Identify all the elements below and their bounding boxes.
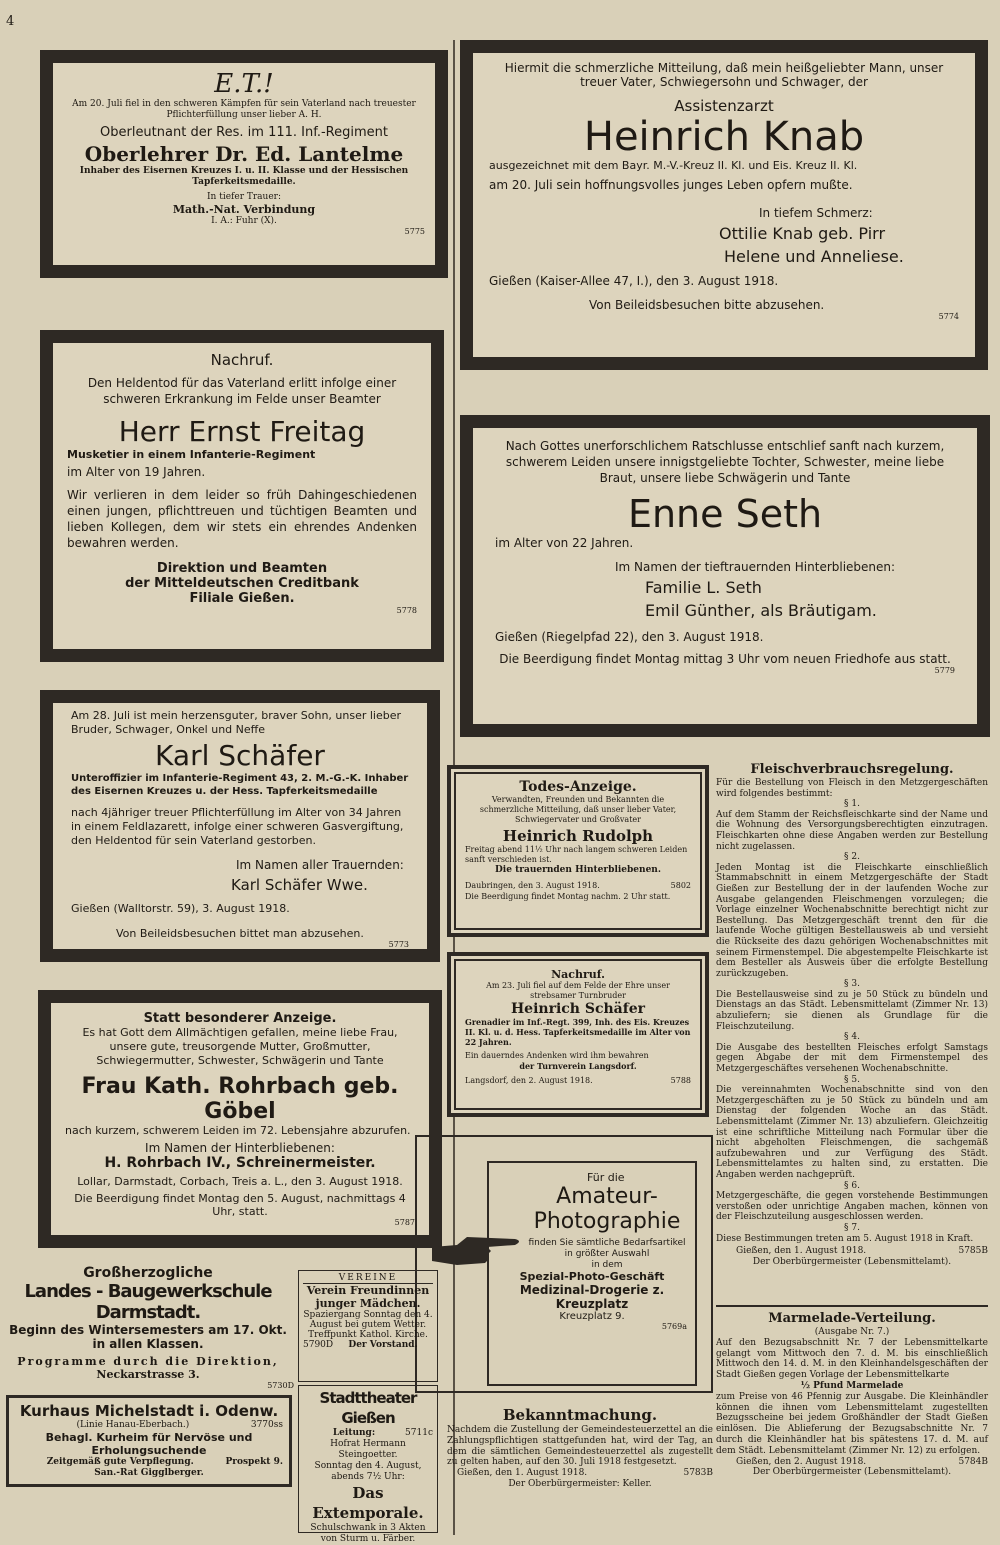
notice-para: Jeden Montag ist die Fleischkarte einschließlich Stammabschnitt in einem Metzgergeschäfte der Stadt Gießen zur Bestellung der in der laufenden Woche zur Ausgabe gelangenden Fleischmengen vorzulegen; die Vorlage einzelner Wochenabschnitte berechtigt nicht zur Bestellung. Das Metzgergeschäft trennt den für die laufende Woche gültigen Bestellausweis ab und versieht die Rückseite des dazu gehörigen Wochenabschnittes mit seinem Firmenstempel. Die abgestempelte Fleischkarte ist dem Besteller als Ausweis über die erfolgte Bestellung zurückzugeben.: [716, 862, 988, 979]
notice-place-row: [716, 1246, 988, 1257]
obituary-name: Heinrich Knab: [583, 114, 865, 160]
ad-line6: Spezial-Photo-Geschäft: [519, 1270, 665, 1283]
notice-para-num: § 3.: [844, 979, 860, 990]
ad-lead: Leitung:: [332, 1428, 376, 1438]
obituary-age: im Alter von 22 Jahren.: [495, 536, 634, 550]
obituary-rudolph: [447, 765, 709, 937]
ad-line4: Programme durch die Direktion,: [17, 1355, 279, 1368]
obituary-body: Ein dauerndes Andenken wird ihm bewahren: [465, 1051, 649, 1060]
obituary-name: Heinrich Schäfer: [510, 1001, 646, 1017]
obituary-signer2: I. A.: Fuhr (X).: [211, 216, 277, 226]
ad-line7: Medizinal-Drogerie z. Kreuzplatz: [519, 1283, 665, 1311]
notice-marmelade: [716, 1305, 988, 1537]
obituary-intro: Am 28. Juli ist mein herzensguter, braver Sohn, unser lieber Bruder, Schwager, Onkel und Neffe: [71, 709, 402, 736]
obituary-mourning: Die trauernden Hinterbliebenen.: [495, 865, 661, 875]
obituary-intro: Am 23. Juli fiel auf dem Felde der Ehre unser strebsamer Turnbruder: [486, 981, 670, 1000]
obituary-intro: Hiermit die schmerzliche Mitteilung, daß mein heißgeliebter Mann, unser treuer Vater, Schwiegersohn und Schwager, der: [504, 61, 944, 89]
ad-body: Behagl. Kurheim für Nervöse und Erholungsuchende: [45, 1431, 253, 1457]
obituary-signer2: Emil Günther, als Bräutigam.: [645, 601, 877, 620]
obituary-mourning: Im Namen der Hinterbliebenen:: [145, 1141, 335, 1155]
obituary-mourning: Im Namen aller Trauernden:: [236, 858, 404, 872]
ad-body2-row: [15, 1457, 283, 1468]
notice-heading: Fleischverbrauchsregelung.: [750, 762, 954, 777]
obituary-place-row: [465, 880, 691, 891]
ad-line8: Kreuzplatz 9.: [559, 1311, 625, 1322]
ad-lead-row: [303, 1428, 433, 1439]
obituary-funeral: Die Beerdigung findet Montag nachm. 2 Uhr statt.: [465, 892, 671, 901]
notice-body: Nachdem die Zustellung der Gemeindesteuerzettel an die Zahlungspflichtigen stattgefunden hat, wird der Tag, an dem die sämtlichen Gemeindesteuerzettel als zugestellt zu gelten haben, auf den 30. Juli 1918 festgesetzt.: [447, 1425, 713, 1468]
ad-line2: Landes - Baugewerkschule Darmstadt.: [24, 1281, 272, 1323]
ad-kurhaus: [6, 1395, 292, 1487]
ad-code: 5783B: [683, 1468, 713, 1479]
notice-para-num: § 2.: [844, 852, 860, 863]
notice-bekanntmachung: [447, 1405, 713, 1535]
obituary-signer: Karl Schäfer Wwe.: [231, 876, 368, 894]
obituary-name: Oberlehrer Dr. Ed. Lantelme: [84, 142, 404, 166]
notice-para: Die Bestellausweise sind zu je 50 Stück zu bündeln und Dienstags an das Städt. Lebensmittelamt (Zimmer Nr. 13) abzuliefern; sie dienen als Grundlage für die Fleischzuteilung.: [716, 989, 988, 1032]
obituary-intro: Nach Gottes unerforschlichem Ratschlusse entschlief sanft nach kurzem, schwerem Leiden unsere innigstgeliebte Tochter, Schwester, meine liebe Braut, unsere liebe Schwägerin und Tante: [505, 439, 945, 485]
ad-line-row: [15, 1420, 283, 1431]
obituary-signer: H. Rohrbach IV., Schreinermeister.: [104, 1155, 376, 1171]
ad-title: Stadttheater Gießen: [319, 1389, 417, 1427]
ad-signer: Der Vorstand.: [348, 1340, 418, 1350]
notice-para-num: § 7.: [844, 1222, 860, 1233]
notice-body1: Auf den Bezugsabschnitt Nr. 7 der Lebensmittelkarte gelangt vom Mittwoch den 7. d. M. bis einschließlich Mittwoch den 14. d. M. in den Kleinhandelsgeschäften der Stadt Gießen gegen Vorlage der Lebensmittelkarte: [716, 1337, 988, 1381]
obituary-intro: Am 20. Juli fiel in den schweren Kämpfen für sein Vaterland nach treuester Pflichterfüllung unser lieber A. H.: [72, 99, 416, 120]
notice-place: Gießen, den 2. August 1918.: [736, 1456, 867, 1467]
notice-heading: Bekanntmachung.: [502, 1406, 658, 1424]
ad-line3: Photographie: [533, 1209, 681, 1234]
ad-line3: Beginn des Wintersemesters am 17. Okt. in allen Klassen.: [9, 1323, 287, 1351]
obituary-body: nach kurzem, schwerem Leiden im 72. Lebensjahre abzurufen.: [65, 1124, 411, 1137]
notice-signer: Der Oberbürgermeister: Keller.: [508, 1478, 652, 1489]
ad-genre: Schulschwank in 3 Akten von Sturm u. Färber.: [310, 1523, 426, 1544]
ad-name: Verein Freundinnen junger Mädchen.: [306, 1284, 430, 1310]
obituary-mourning: In tiefem Schmerz:: [759, 206, 873, 220]
obituary-rank: Unteroffizier im Infanterie-Regiment 43, 2. M.-G.-K. Inhaber des Eisernen Kreuzes u. der Hess. Tapferkeitsmedaille: [71, 773, 409, 797]
ad-line: (Linie Hanau-Eberbach.): [76, 1420, 190, 1430]
ad-title: Kurhaus Michelstadt i. Odenw.: [19, 1402, 279, 1420]
notice-para-num: § 4.: [844, 1032, 860, 1043]
ad-code: 5773: [388, 940, 409, 949]
obituary-signer: Math.-Nat. Verbindung: [172, 203, 316, 216]
ad-code: 5790D: [303, 1340, 334, 1350]
ad-inner-box: [487, 1161, 697, 1386]
notice-para: Die vereinnahmten Wochenabschnitte sind von den Metzgergeschäften zu je 50 Stück zu bündeln und am Dienstag der folgenden Woche an das Städt. Lebensmittelamt (Zimmer Nr. 13) abzuliefern. Gleichzeitig ist eine schriftliche Mitteilung nach Formular über die nicht abgeholten Fleischmengen, die sachgemäß aufzubewahren und zur Verfügung des Städt. Lebensmittelamtes zu halten sind, zu erstatten. Die Angaben werden nachgeprüft.: [716, 1085, 988, 1180]
notice-place-row: [447, 1468, 713, 1479]
ad-code: 5774: [938, 312, 959, 321]
obituary-intro: Verwandten, Freunden und Bekannten die schmerzliche Mitteilung, daß unser lieber Vater, Schwiegervater und Großvater: [479, 795, 677, 824]
obituary-place: Lollar, Darmstadt, Corbach, Treis a. L., den 3. August 1918.: [77, 1175, 403, 1188]
obituary-note: Von Beileidsbesuchen bittet man abzusehen.: [116, 927, 364, 940]
notice-para: Diese Bestimmungen treten am 5. August 1918 in Kraft.: [716, 1233, 974, 1244]
ad-director: Hofrat Hermann Steingoetter.: [330, 1439, 406, 1460]
obituary-freitag: [40, 330, 444, 662]
obituary-heinrich-schaefer: [447, 952, 709, 1117]
obituary-signer2: der Mitteldeutschen Creditbank: [125, 576, 359, 591]
obituary-note: Von Beileidsbesuchen bitte abzusehen.: [589, 298, 825, 312]
ad-code: 5788: [670, 1076, 691, 1085]
obituary-line1: ausgezeichnet mit dem Bayr. M.-V.-Kreuz II. Kl. und Eis. Kreuz II. Kl.: [489, 159, 858, 172]
obituary-mark: E.T.!: [214, 69, 274, 99]
ad-code: 5730D: [267, 1381, 294, 1390]
obituary-body: Freitag abend 11½ Uhr nach langem schweren Leiden sanft verschieden ist.: [465, 845, 688, 864]
ad-baugewerkschule: [2, 1265, 294, 1390]
obituary-place: Gießen (Riegelpfad 22), den 3. August 1918.: [495, 630, 764, 644]
obituary-rohrbach: [38, 990, 442, 1248]
obituary-heading: Nachruf.: [551, 968, 605, 981]
ad-amateur-photo: [415, 1135, 713, 1393]
ad-play: Das Extemporale.: [312, 1484, 424, 1522]
notice-fleisch: [716, 762, 988, 1298]
ad-line4: finden Sie sämtliche Bedarfsartikel in größter Auswahl: [528, 1238, 686, 1259]
obituary-name: Frau Kath. Rohrbach geb. Göbel: [81, 1074, 399, 1124]
obituary-signer1: Familie L. Seth: [645, 578, 762, 597]
notice-sub: (Ausgabe Nr. 7.): [814, 1327, 890, 1337]
ad-code: 5779: [934, 666, 955, 675]
obituary-name: Karl Schäfer: [155, 739, 325, 772]
obituary-place: Gießen (Walltorstr. 59), 3. August 1918.: [71, 902, 290, 915]
ad-code: 5802: [670, 881, 691, 890]
obituary-karl-schaefer: [40, 690, 440, 962]
notice-para-num: § 6.: [844, 1180, 860, 1191]
ad-code: 5778: [396, 606, 417, 615]
obituary-name: Enne Seth: [627, 492, 823, 536]
notice-para: Auf dem Stamm der Reichsfleischkarte sind der Name und die Wohnung des Versorgungsberechtigten einzutragen. Fleischkarten ohne diese Angaben werden zur Bestellung nicht zugelassen.: [716, 809, 988, 852]
obituary-line2: am 20. Juli sein hoffnungsvolles junges Leben opfern mußte.: [489, 178, 853, 192]
ad-code: 5784B: [958, 1456, 988, 1467]
ad-code: 3770ss: [250, 1420, 283, 1430]
ad-code: 5787: [394, 1218, 415, 1227]
notice-place: Gießen, den 1. August 1918.: [736, 1246, 867, 1257]
obituary-body: nach 4jähriger treuer Pflichterfüllung im Alter von 34 Jahren in einem Feldlazarett, infolge einer schweren Gasvergiftung, den Heldentod für sein Vaterland gestorben.: [71, 806, 404, 847]
obituary-mourning: Im Namen der tieftrauernden Hinterbliebenen:: [615, 560, 896, 574]
obituary-signer3: Filiale Gießen.: [189, 591, 295, 606]
obituary-place: Langsdorf, den 2. August 1918.: [465, 1076, 593, 1085]
obituary-name: Heinrich Rudolph: [502, 827, 654, 845]
notice-signer: Der Oberbürgermeister (Lebensmittelamt).: [752, 1256, 952, 1267]
obituary-body: Wir verlieren in dem leider so früh Dahingeschiedenen einen jungen, pflichttreuen und tüchtigen Beamten und lieben Kollegen, dem wir stets ein ehrendes Andenken bewahren werden.: [67, 488, 417, 550]
notice-para: Metzgergeschäfte, die gegen vorstehende Bestimmungen verstoßen oder unrichtige Angaben machen, können von der Fleischzuteilung ausgeschlossen werden.: [716, 1191, 988, 1223]
obituary-rank: Musketier in einem Infanterie-Regiment: [67, 448, 316, 461]
obituary-lantelme: [40, 50, 448, 278]
notice-signer: Der Oberbürgermeister (Lebensmittelamt).: [752, 1467, 952, 1478]
notice-amount: ½ Pfund Marmelade: [800, 1380, 904, 1391]
obituary-place-row: [465, 1075, 691, 1086]
ad-code: 5775: [404, 227, 425, 236]
obituary-place: Daubringen, den 3. August 1918.: [465, 881, 600, 890]
ad-line1: Für die: [587, 1171, 625, 1184]
obituary-heading: Todes-Anzeige.: [519, 779, 637, 795]
obituary-rank: Grenadier im Inf.-Regt. 399, Inh. des Eis. Kreuzes II. Kl. u. d. Hess. Tapferkeitsmedaille im Alter von 22 Jahren.: [465, 1017, 691, 1047]
obituary-seth: [460, 415, 990, 737]
ad-doctor: San.-Rat Gigglberger.: [94, 1468, 204, 1478]
ad-code: 5711c: [405, 1428, 433, 1438]
ad-line5: Neckarstrasse 3.: [96, 1368, 200, 1381]
ad-prospect: Prospekt 9.: [225, 1457, 283, 1467]
notice-body2: zum Preise von 46 Pfennig zur Ausgabe. Die Kleinhändler können die ihnen vom Lebensmittelamt zugestellten Bezugsscheine bei jedem Großhändler der Stadt Gießen einlösen. Die Ablieferung der Bezugsabschnitte Nr. 7 durch die Kleinhändler hat bis spätestens 17. d. M. auf dem Städt. Lebensmittelamt (Zimmer Nr. 12) zu erfolgen.: [716, 1391, 988, 1456]
ad-date: Sonntag den 4. August, abends 7½ Uhr:: [314, 1461, 422, 1482]
ad-body2: Zeitgemäß gute Verpflegung.: [46, 1457, 194, 1467]
obituary-age: im Alter von 19 Jahren.: [67, 465, 206, 479]
notice-para: Die Ausgabe des bestellten Fleisches erfolgt Samstags gegen Abgabe der mit dem Firmenstempel des Metzgergeschäftes versehenen Wochenabschnitte.: [716, 1042, 988, 1075]
notice-intro: Für die Bestellung von Fleisch in den Metzgergeschäften wird folgendes bestimmt:: [716, 778, 988, 799]
ad-line5: in dem: [591, 1260, 623, 1270]
obituary-signer1: Direktion und Beamten: [156, 561, 328, 576]
ad-code: 5785B: [958, 1246, 988, 1257]
ad-line1: Großherzogliche: [83, 1265, 213, 1281]
obituary-knab: [460, 40, 988, 370]
notice-para-num: § 1.: [844, 799, 860, 810]
obituary-funeral: Die Beerdigung findet Montag mittag 3 Uhr vom neuen Friedhofe aus statt.: [499, 652, 951, 666]
notice-place-row: [716, 1457, 988, 1468]
page-number: 4: [6, 14, 15, 29]
obituary-heading: Statt besonderer Anzeige.: [143, 1011, 337, 1026]
obituary-name: Herr Ernst Freitag: [118, 415, 366, 448]
obituary-heading: Nachruf.: [210, 351, 274, 369]
obituary-title: Assistenzarzt: [674, 97, 774, 115]
ad-signer-row: [303, 1340, 433, 1350]
obituary-signer1: Ottilie Knab geb. Pirr: [719, 224, 886, 243]
ad-stadttheater: [298, 1385, 438, 1544]
notice-place: Gießen, den 1. August 1918.: [457, 1468, 588, 1479]
ad-line2: Amateur-: [556, 1184, 658, 1209]
notice-para-num: § 5.: [844, 1074, 860, 1085]
obituary-intro: Den Heldentod für das Vaterland erlitt infolge einer schweren Erkrankung im Felde unser Beamter: [87, 376, 397, 406]
obituary-honors: Inhaber des Eisernen Kreuzes I. u. II. Klasse und der Hessischen Tapferkeitsmedaille.: [79, 166, 409, 187]
obituary-funeral: Die Beerdigung findet Montag den 5. August, nachmittags 4 Uhr, statt.: [74, 1192, 406, 1218]
obituary-rank: Oberleutnant der Res. im 111. Inf.-Regiment: [100, 125, 388, 140]
ad-body: Spaziergang Sonntag den 4. August bei gutem Wetter. Treffpunkt Kathol. Kirche.: [303, 1310, 433, 1340]
ad-code: 5769a: [661, 1322, 687, 1331]
obituary-intro: Es hat Gott dem Allmächtigen gefallen, meine liebe Frau, unsere gute, treusorgende Mutter, Großmutter, Schwiegermutter, Schwester, Schwägerin und Tante: [82, 1026, 398, 1067]
ad-label: VEREINE: [303, 1273, 433, 1284]
obituary-signer2: Helene und Anneliese.: [724, 247, 904, 266]
obituary-place: Gießen (Kaiser-Allee 47, I.), den 3. August 1918.: [489, 274, 779, 288]
notice-heading: Marmelade-Verteilung.: [768, 1311, 936, 1326]
ad-vereine: [298, 1270, 438, 1382]
obituary-mourning: In tiefer Trauer:: [207, 192, 281, 202]
obituary-signer: der Turnverein Langsdorf.: [519, 1061, 637, 1071]
